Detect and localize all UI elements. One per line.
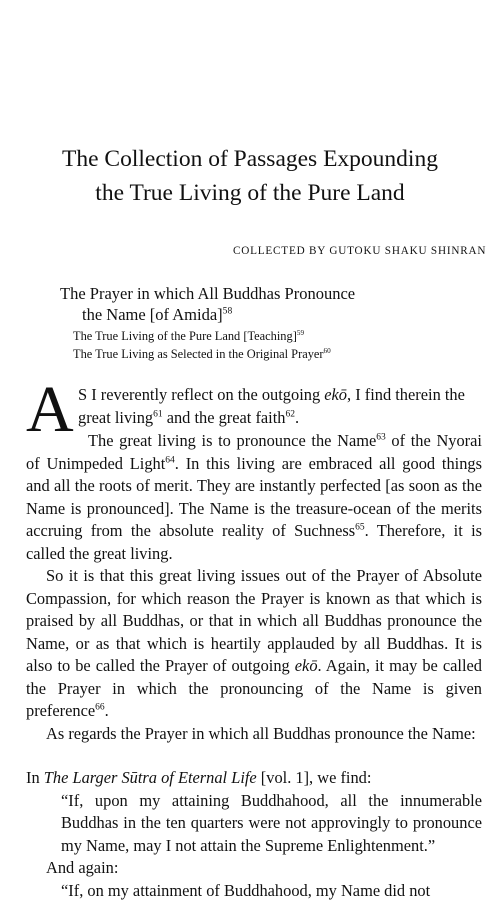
spacer <box>26 745 482 767</box>
footnote-ref: 60 <box>324 347 331 355</box>
footnote-ref: 65 <box>355 522 365 532</box>
section-heading-line-1: The Prayer in which All Buddhas Pronounce <box>60 283 355 304</box>
section-heading-line-2: the Name [of Amida]$^{58}$ <box>60 304 355 325</box>
opening-line-1: S I reverently reflect on the outgoing ekō, I find therein the <box>78 384 465 407</box>
subheadings <box>73 327 331 363</box>
compiler-credit: COLLECTED BY GUTOKU SHAKU SHINRAN <box>233 245 486 257</box>
subheading-2: The True Living as Selected in the Original Prayer$^{60}$ <box>73 345 331 363</box>
subheading-1: The True Living of the Pure Land [Teaching]$^{59}$ <box>73 327 331 345</box>
quotation-1: “If, upon my attaining Buddhahood, all the innumerable Buddhas in the ten quarters were not approvingly to pronounce my Name, may I not attain the Supreme Enlightenment.” <box>26 790 482 858</box>
paragraph-regards: As regards the Prayer in which all Buddhas pronounce the Name: <box>26 723 482 746</box>
paragraph-prayer: So it is that this great living issues out of the Prayer of Absolute Compassion, for which reason the Prayer is known as that which is praised by all Buddhas, or that in which all Buddhas pronounce the Name, or as that which is heartily applauded by all Buddhas. It is also to be called the Prayer of outgoing ekō. Again, it may be called the Prayer in which the pronouncing of the Name is given preference$^{66}$. <box>26 565 482 723</box>
body-text <box>26 384 482 902</box>
paragraph-sutra-citation: In The Larger Sūtra of Eternal Life [vol. 1], we find: <box>26 767 482 790</box>
drop-cap: A <box>26 380 75 440</box>
paragraph-and-again: And again: <box>26 857 482 880</box>
chapter-title-line-1: The Collection of Passages Expounding <box>0 142 500 176</box>
chapter-title <box>0 142 500 210</box>
footnote-ref: 59 <box>297 329 304 337</box>
footnote-ref: 62 <box>285 409 295 419</box>
opening-paragraph <box>26 384 482 430</box>
quotation-2: “If, on my attainment of Buddhahood, my Name did not <box>26 880 482 902</box>
chapter-title-line-2: the True Living of the Pure Land <box>0 176 500 210</box>
footnote-ref: 64 <box>165 455 175 465</box>
footnote-ref: 58 <box>223 305 233 316</box>
footnote-ref: 63 <box>376 432 386 442</box>
footnote-ref: 61 <box>153 409 163 419</box>
footnote-ref: 66 <box>95 702 105 712</box>
paragraph-great-living: The great living is to pronounce the Name$^{63}$ of the Nyorai of Unimpeded Light$^{64}$. In this living are embraced all good things and all the roots of merit. They are instantly perfected [as soon as the Name is pronounced]. The Name is the treasure-ocean of the merits accruing from the absolute reality of Suchness$^{65}$. Therefore, it is called the great living. <box>26 430 482 565</box>
opening-line-2: great living$^{61}$ and the great faith$^{62}$. <box>78 407 299 430</box>
section-heading <box>60 283 355 325</box>
